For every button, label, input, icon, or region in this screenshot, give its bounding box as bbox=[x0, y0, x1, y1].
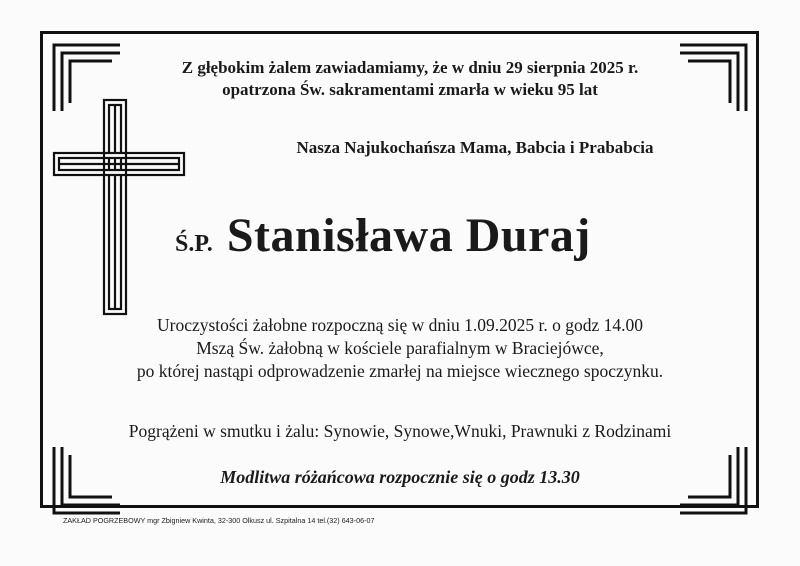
announcement-line-2: opatrzona Św. sakramentami zmarła w wieku 95 lat bbox=[222, 80, 598, 99]
deceased-name-row bbox=[175, 208, 735, 263]
ceremony-line-1: Uroczystości żałobne rozpoczną się w dniu 1.09.2025 r. o godz 14.00 bbox=[157, 315, 643, 335]
deceased-name: Stanisława Duraj bbox=[226, 209, 591, 262]
deceased-prefix: Ś.P. bbox=[175, 231, 213, 257]
ceremony-line-2: Mszą Św. żałobną w kościele parafialnym w Braciejówce, bbox=[196, 338, 604, 358]
funeral-home-footer: ZAKŁAD POGRZEBOWY mgr Zbigniew Kwinta, 32-300 Olkusz ul. Szpitalna 14 tel.(32) 643-06-07 bbox=[63, 516, 375, 525]
mourners-text: Pogrążeni w smutku i żalu: Synowie, Synowe,Wnuki, Prawnuki z Rodzinami bbox=[128, 421, 672, 441]
prayer-announcement: Modlitwa różańcowa rozpocznie się o godz 13.30 bbox=[220, 467, 580, 487]
ceremony-line-3: po której nastąpi odprowadzenie zmarłej na miejsce wiecznego spoczynku. bbox=[136, 361, 664, 381]
cross-icon bbox=[52, 98, 192, 318]
family-title: Nasza Najukochańsza Mama, Babcia i Prababcia bbox=[296, 138, 654, 157]
corner-ornament-top-right-icon bbox=[678, 43, 748, 113]
announcement-line-1: Z głębokim żalem zawiadamiamy, że w dniu 29 sierpnia 2025 r. bbox=[181, 58, 639, 77]
